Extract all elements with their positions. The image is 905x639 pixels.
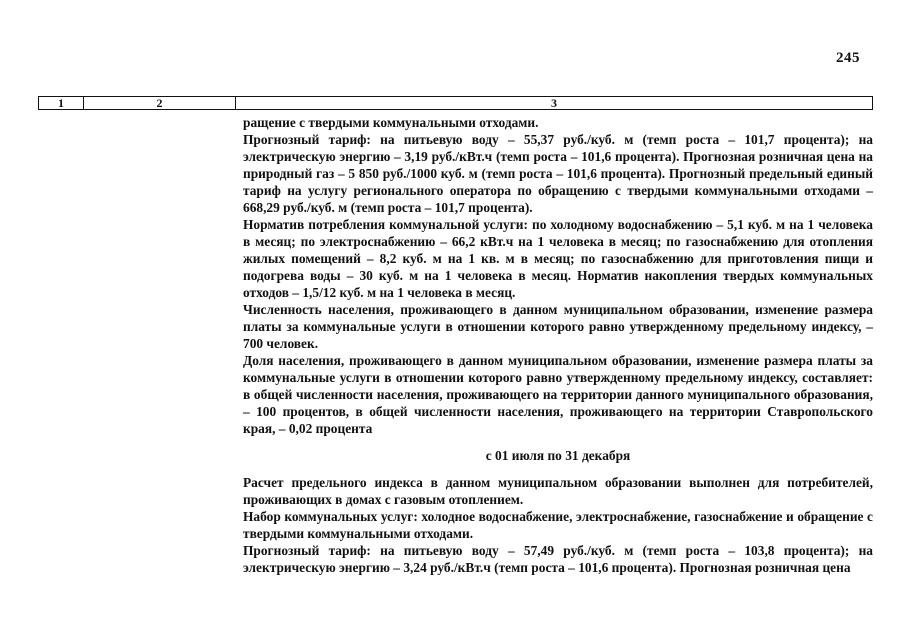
paragraph-continuation: ращение с твердыми коммунальными отходами. bbox=[243, 115, 539, 130]
table-header-row bbox=[38, 96, 873, 110]
paragraph-consumption-norm: Норматив потребления коммунальной услуги: по холодному водоснабжению – 5,1 куб. м на 1 человека в месяц; по электроснабжению – 66,2 кВт.ч на 1 человека в месяц; по газоснабжению для отопления жилых помещений – 8,2 куб. м на 1 кв. м в месяц; по газоснабжению для приготовления пищи и подогрева воды – 30 куб. м на 1 человека в месяц. Норматив накопления твердых коммунальных отходов – 1,5/12 куб. м на 1 человека в месяц. bbox=[243, 217, 873, 300]
table-header-col-2: 2 bbox=[84, 97, 236, 109]
section-title: с 01 июля по 31 декабря bbox=[485, 448, 631, 463]
table-header-col-1: 1 bbox=[39, 97, 84, 109]
page-number: 245 bbox=[836, 50, 860, 66]
paragraph-index-calculation: Расчет предельного индекса в данном муниципальном образовании выполнен для потребителей, проживающих в домах с газовым отоплением. bbox=[243, 475, 873, 507]
paragraph-population-share: Доля населения, проживающего в данном муниципальном образовании, изменение размера платы за коммунальные услуги в отношении которого равно утвержденному предельному индексу, составляет: в общей численности населения, проживающего на территории данного муниципального образования, – 100 процентов, в общей численности населения, проживающего на территории Ставропольского края, – 0,02 процента bbox=[243, 353, 873, 436]
paragraph-forecast-tariff: Прогнозный тариф: на питьевую воду – 55,37 руб./куб. м (темп роста – 101,7 процента); на электрическую энергию – 3,19 руб./кВт.ч (темп роста – 101,6 процента). Прогнозная розничная цена на природный газ – 5 850 руб./1000 куб. м (темп роста – 101,6 процента). Прогнозный предельный единый тариф на услугу регионального оператора по обращению с твердыми коммунальными отходами – 668,29 руб./куб. м (темп роста – 101,7 процента). bbox=[243, 132, 873, 215]
paragraph-population-count: Численность населения, проживающего в данном муниципальном образовании, изменение размера платы за коммунальные услуги в отношении которого равно утвержденному предельному индексу, – 700 человек. bbox=[243, 302, 873, 351]
paragraph-forecast-tariff-second: Прогнозный тариф: на питьевую воду – 57,49 руб./куб. м (темп роста – 103,8 процента); на электрическую энергию – 3,24 руб./кВт.ч (темп роста – 101,6 процента). Прогнозная розничная цена bbox=[243, 543, 873, 575]
table-header-col-3: 3 bbox=[551, 96, 557, 110]
table-cell-content bbox=[243, 114, 873, 576]
paragraph-services-set: Набор коммунальных услуг: холодное водоснабжение, электроснабжение, газоснабжение и обращение с твердыми коммунальными отходами. bbox=[243, 509, 873, 541]
